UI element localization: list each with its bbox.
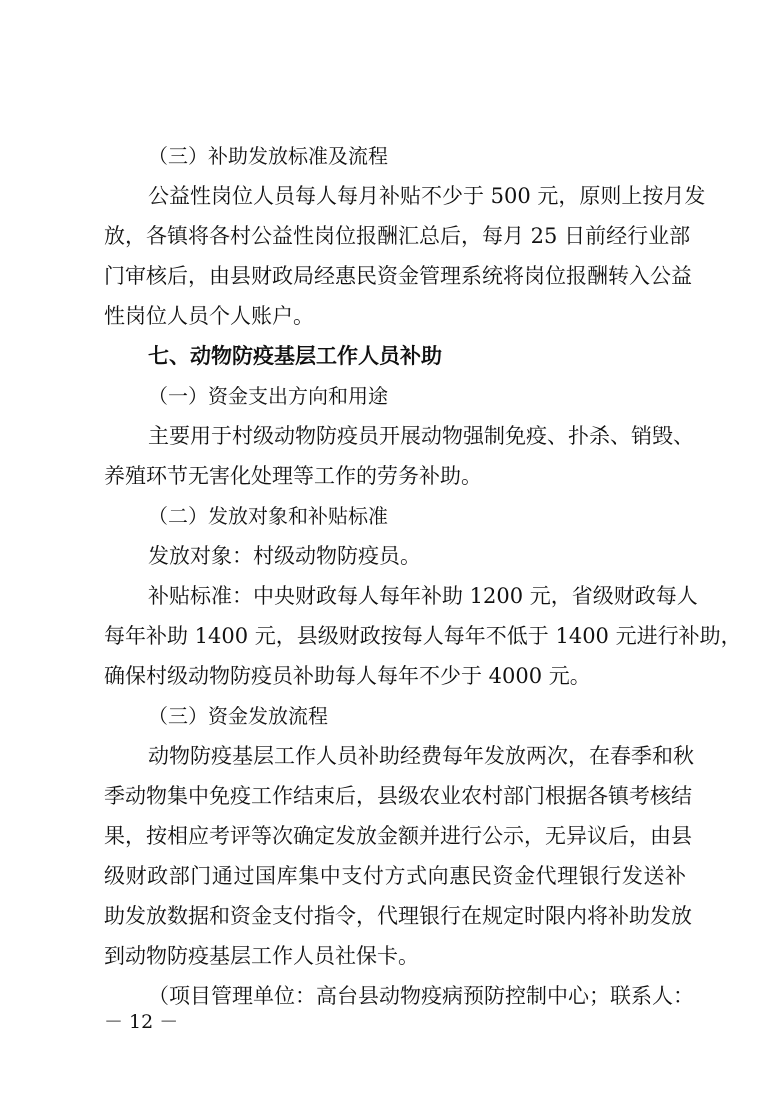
paragraph-line: 确保村级动物防疫员补助每人每年不少于 4000 元。: [104, 664, 591, 688]
paragraph-line: 公益性岗位人员每人每月补贴不少于 500 元，原则上按月发: [148, 184, 706, 208]
project-management-note: （项目管理单位：高台县动物疫病预防控制中心；联系人：: [148, 984, 694, 1008]
paragraph-line: 每年补助 1400 元，县级财政按每人每年不低于 1400 元进行补助，: [104, 624, 742, 648]
paragraph-line: 果，按相应考评等次确定发放金额并进行公示，无异议后，由县: [104, 824, 692, 848]
paragraph-line: 门审核后，由县财政局经惠民资金管理系统将岗位报酬转入公益: [104, 264, 692, 288]
paragraph-line: 助发放数据和资金支付指令，代理银行在规定时限内将补助发放: [104, 904, 692, 928]
paragraph-line: 发放对象：村级动物防疫员。: [148, 544, 421, 568]
paragraph-line: 补贴标准：中央财政每人每年补助 1200 元，省级财政每人: [148, 584, 698, 608]
paragraph-line: 到动物防疫基层工作人员社保卡。: [104, 944, 419, 968]
paragraph-line: 性岗位人员个人账户。: [104, 304, 314, 328]
section-heading-standards: （三）补助发放标准及流程: [148, 144, 388, 168]
section-heading-process: （三）资金发放流程: [148, 704, 328, 728]
section-heading-purpose: （一）资金支出方向和用途: [148, 384, 388, 408]
paragraph-line: 主要用于村级动物防疫员开展动物强制免疫、扑杀、销毁、: [148, 424, 694, 448]
paragraph-line: 放，各镇将各村公益性岗位报酬汇总后，每月 25 日前经行业部: [104, 224, 691, 248]
paragraph-line: 动物防疫基层工作人员补助经费每年发放两次，在春季和秋: [148, 744, 694, 768]
page-number: － 12 －: [104, 1011, 179, 1033]
paragraph-line: 季动物集中免疫工作结束后，县级农业农村部门根据各镇考核结: [104, 784, 692, 808]
paragraph-line: 养殖环节无害化处理等工作的劳务补助。: [104, 464, 482, 488]
paragraph-line: 级财政部门通过国库集中支付方式向惠民资金代理银行发送补: [104, 864, 686, 888]
chapter-heading: 七、动物防疫基层工作人员补助: [148, 344, 442, 368]
section-heading-targets: （二）发放对象和补贴标准: [148, 504, 388, 528]
